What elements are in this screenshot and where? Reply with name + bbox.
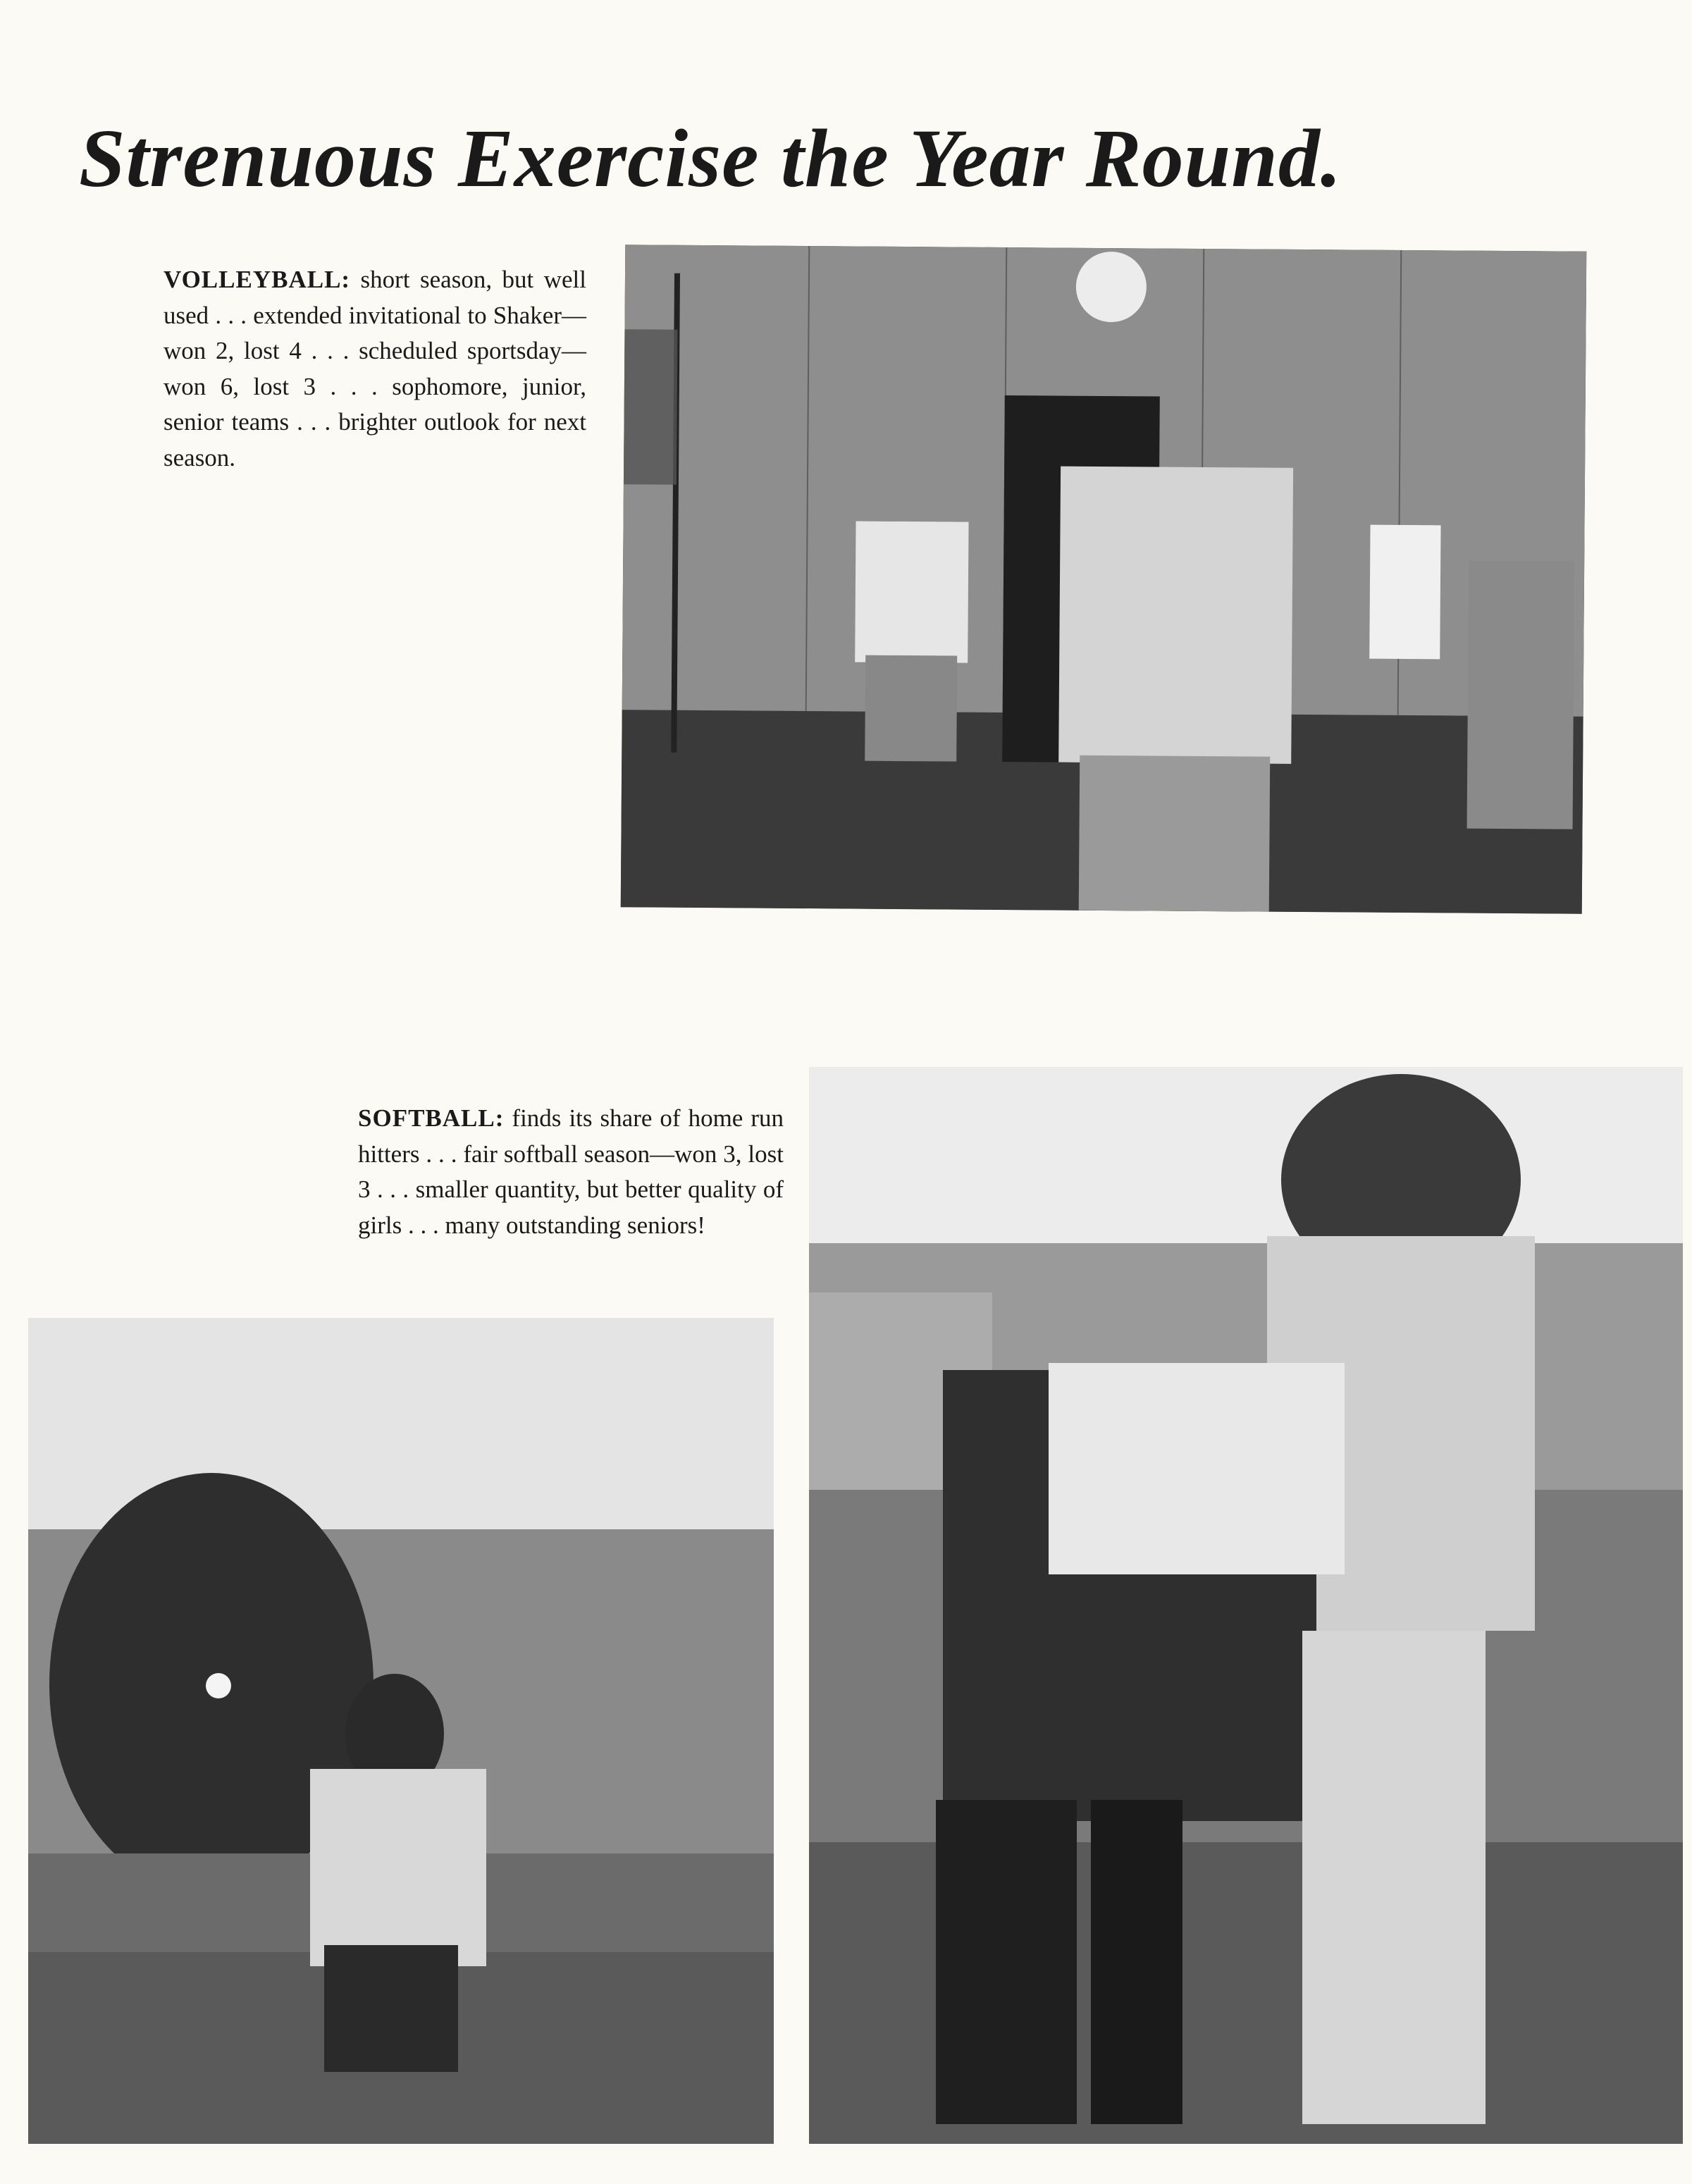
page-title: Strenuous Exercise the Year Round. [79, 112, 1342, 205]
volleyball-photo [621, 245, 1587, 913]
softball-field-photo [28, 1318, 774, 2144]
softball-caption-lead: SOFTBALL: [358, 1104, 505, 1132]
volleyball-caption-text: short season, but well used . . . extended invitational to Shaker—won 2, lost 4 . . . scheduled sportsday—won 6, lost 3 . . . sophomore, junior, senior teams . . . brighter outlook for next season. [163, 266, 586, 471]
softball-caption [358, 1101, 784, 1243]
volleyball-caption [163, 262, 586, 476]
softball-pitch-photo [809, 1067, 1683, 2144]
volleyball-caption-lead: VOLLEYBALL: [163, 266, 351, 293]
softball-caption-text: finds its share of home run hitters . . . fair softball season—won 3, lost 3 . . . smaller quantity, but better quality of girls . . . many outstanding seniors! [358, 1104, 784, 1239]
